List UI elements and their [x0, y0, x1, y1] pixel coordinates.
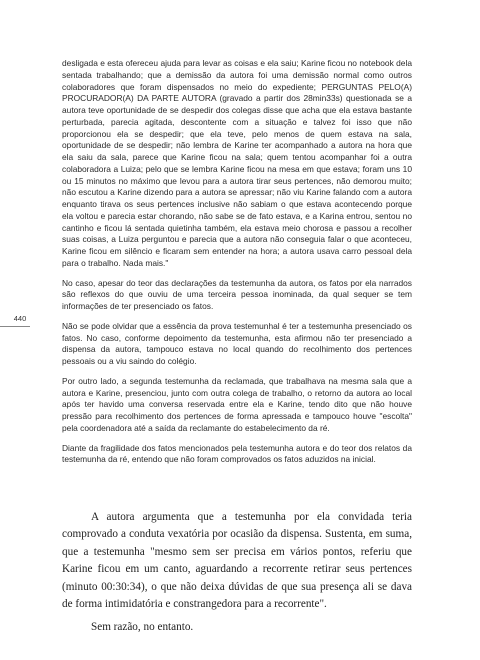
page-number-rule [0, 326, 30, 327]
quoted-paragraph-analysis: No caso, apesar do teor das declarações da testemunha da autora, os fatos por ela narrados são reflexos do que ouviu de uma terceira pessoa inominada, da qual sequer se tem informações de ter presenciado os fatos. [62, 277, 412, 311]
quoted-paragraph-evidence: Não se pode olvidar que a essência da prova testemunhal é ter a testemunha presenciado os fatos. No caso, conforme depoimento da testemunha, esta afirmou não ter presenciado a dispensa da autora, tampouco estava no local quando do recolhimento dos pertences pessoais ou a viu saindo do colégio. [62, 320, 412, 366]
quoted-paragraph-second-witness: Por outro lado, a segunda testemunha da reclamada, que trabalhava na mesma sala que a autora e Karine, presenciou, junto com outra colega de trabalho, o retorno da autora ao local após ter havido uma conversa reservada entre ela e Karine, tendo dito que não houve pressão para recolhimento dos pertences de forma apressada e tampouco houve "escolta" pela coordenadora até a saída da reclamante do estabelecimento da ré. [62, 375, 412, 433]
body-text [62, 509, 412, 643]
body-paragraph-argument: A autora argumenta que a testemunha por ela convidada teria comprovado a conduta vexatória por ocasião da dispensa. Sustenta, em suma, que a testemunha "mesmo sem ser precisa em vários pontos, referiu que Karine ficou em um canto, aguardando a recorrente retirar seus pertences (minuto 00:30:34), o que não deixa dúvidas de que sua presença ali se dava de forma intimidatória e constrangedora para a recorrente". [62, 511, 412, 611]
page-number: 440 [13, 314, 27, 323]
quoted-paragraph-conclusion: Diante da fragilidade dos fatos mencionados pela testemunha autora e do teor dos relatos da testemunha da ré, entendo que não foram comprovados os fatos aduzidos na inicial. [62, 442, 412, 465]
quoted-judgment-block [62, 58, 412, 474]
body-paragraph-ruling: Sem razão, no entanto. [91, 621, 194, 634]
quoted-paragraph-testimony: desligada e esta ofereceu ajuda para levar as coisas e ela saiu; Karine ficou no notebook dela sentada trabalhando; que a demissão da autora foi uma demissão normal como outros colaboradores que foram dispensados no meio do expediente; PERGUNTAS PELO(A) PROCURADOR(A) DA PARTE AUTORA (gravado a partir dos 28min33s) questionada se a autora teve oportunidade de se despedir dos colegas disse que acha que ela estava bastante perturbada, parecia agitada, descontente com a situação e talvez foi isso que não proporcionou ela se despedir; que ela teve, pelo menos de quem estava na sala, oportunidade de se despedir; não lembra de Karine ter acompanhado a autora na hora que ela saiu da sala, parece que Karine ficou na sala; quem tentou acompanhar foi a outra colaboradora a Luiza; pelo que se lembra Karine ficou na mesa em que estava; foram uns 10 ou 15 minutos no máximo que levou para a autora tirar seus pertences, não demorou muito; não escutou a Karine dizendo para a autora se apressar; não viu Karine falando com a autora enquanto tirava os seus pertences inclusive não sabiam o que estava acontecendo porque ela voltou e parecia estar chorando, não sabe se de fato estava, e a Karina entrou, sentou no cantinho e ficou lá sentada quietinha também, ela estava meio chorosa e passou a recolher suas coisas, a Luiza perguntou e parecia que a autora não conseguia falar o que aconteceu, Karine ficou em silêncio e ficaram sem entender na hora; a autora usava carro pessoal dela para o trabalho. Nada mais." [62, 58, 412, 268]
